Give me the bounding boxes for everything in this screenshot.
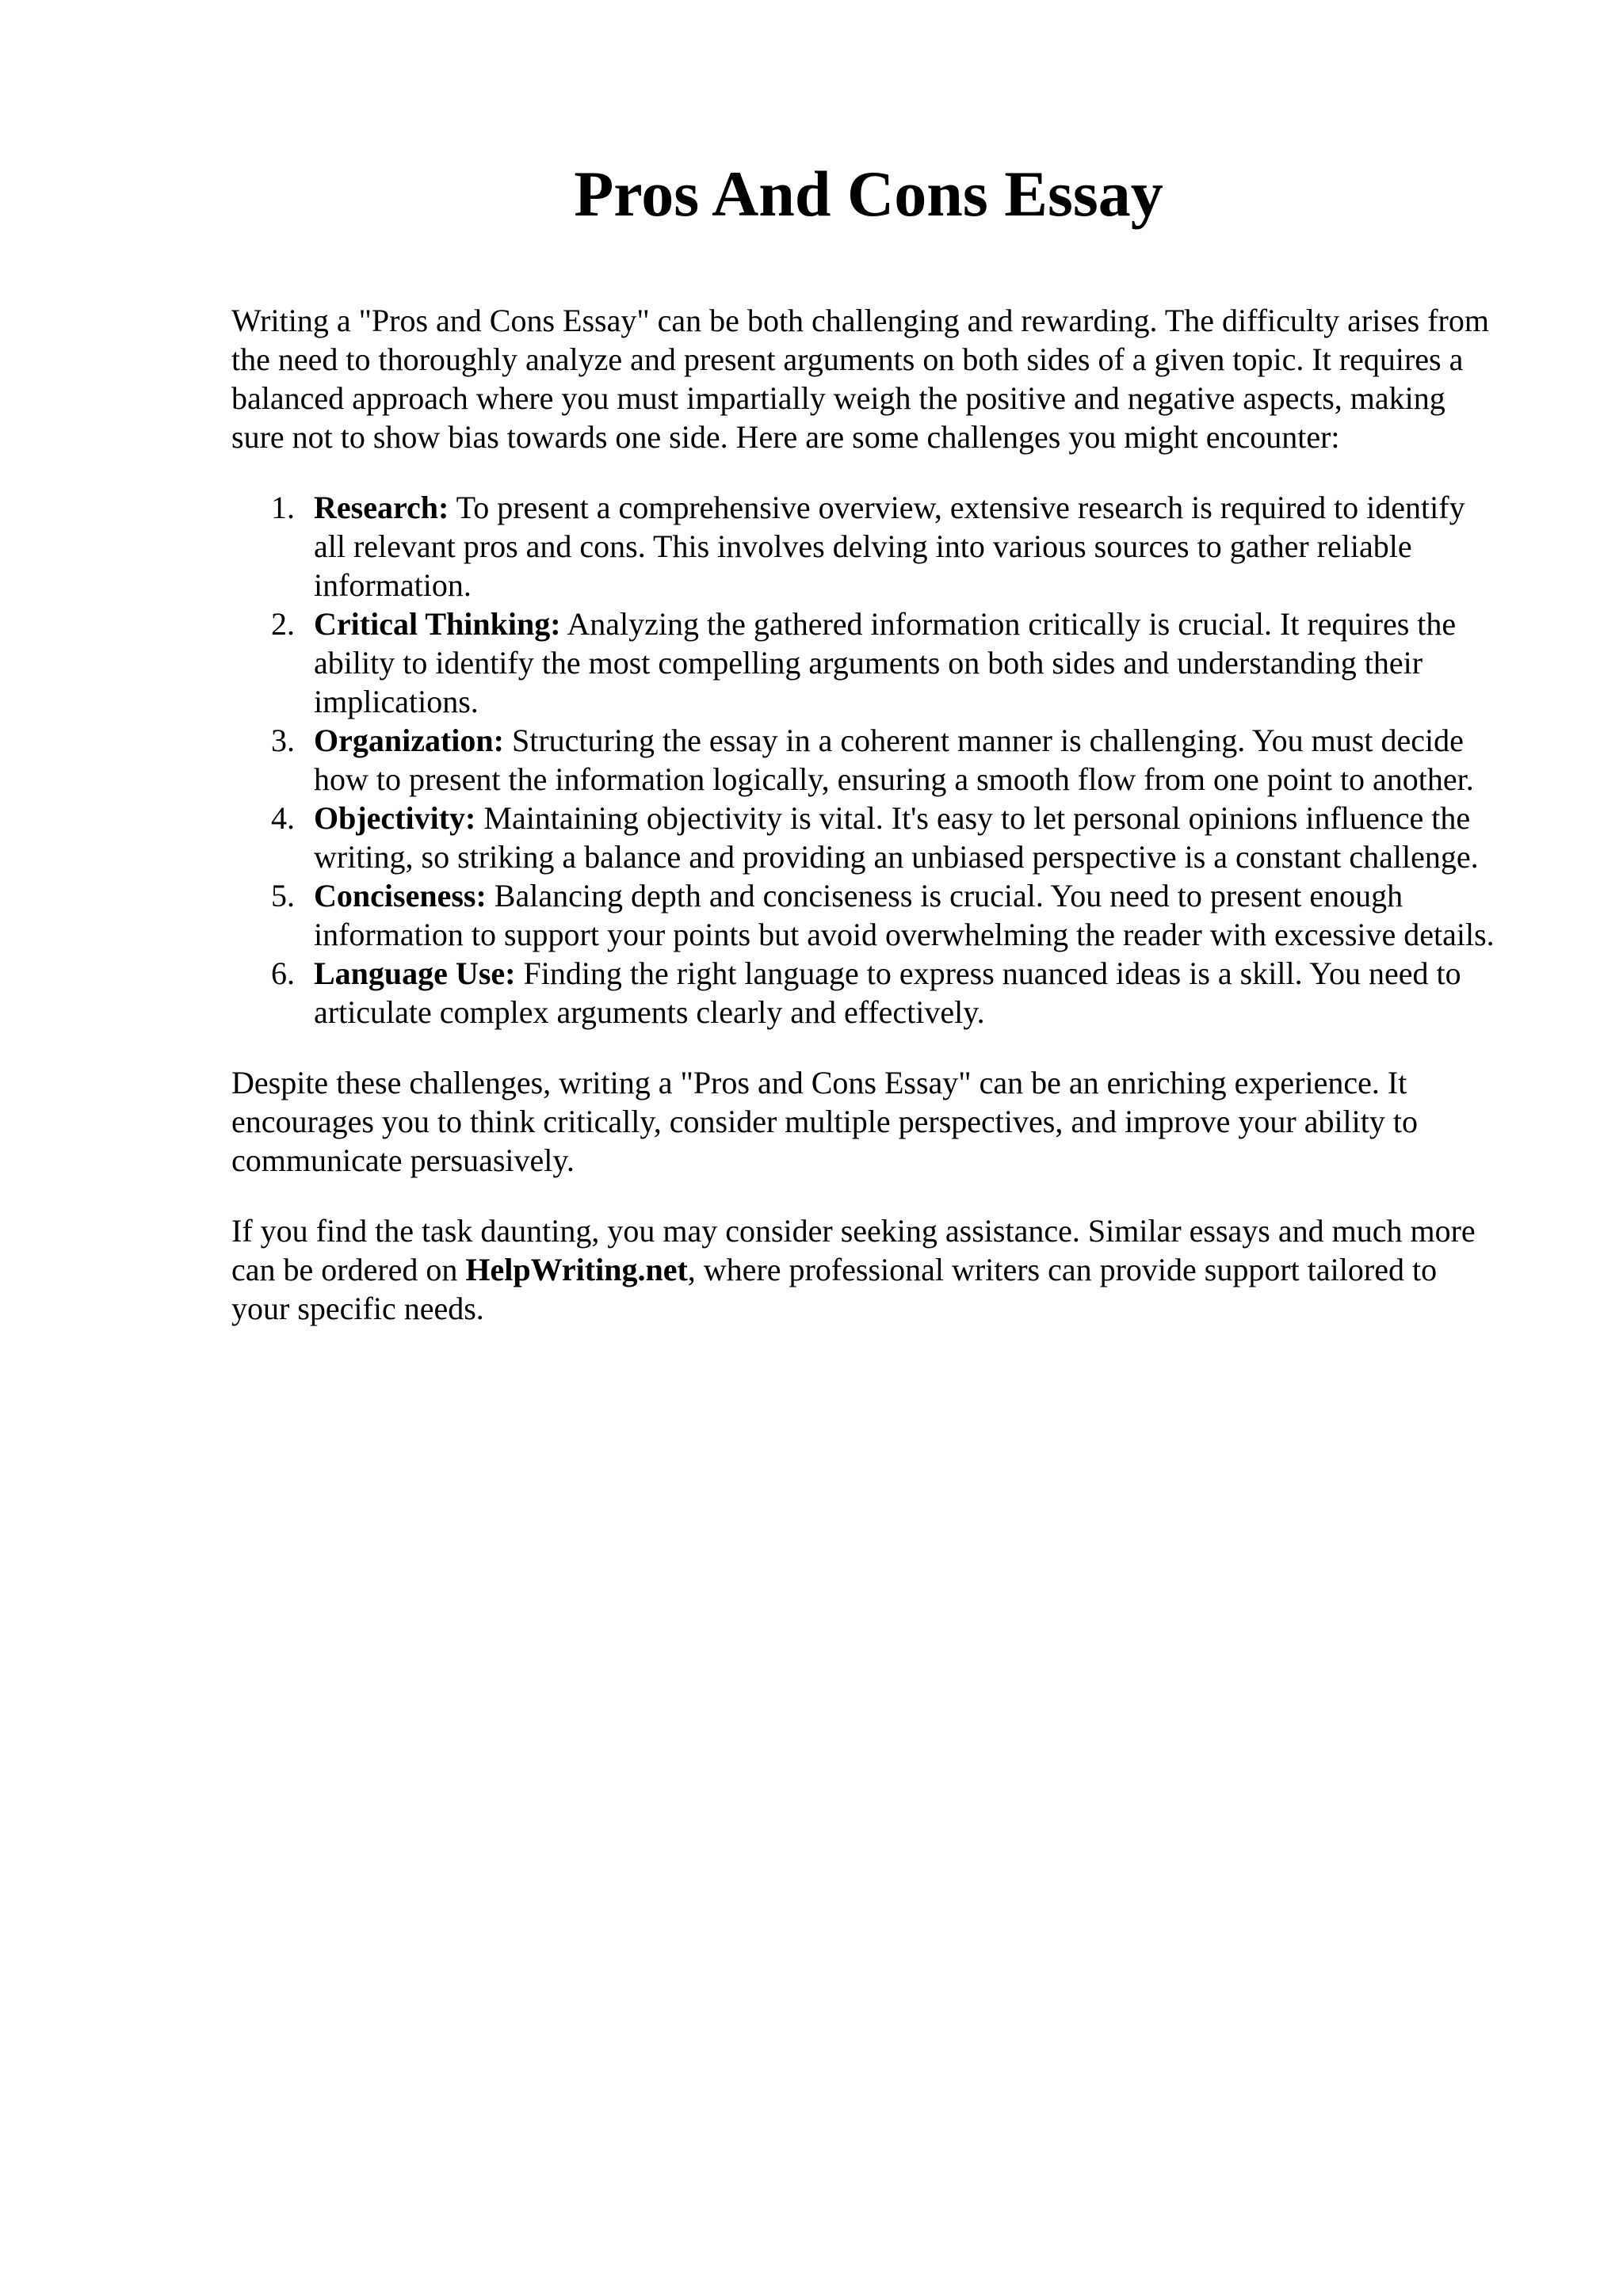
list-item (231, 799, 1499, 876)
intro-paragraph: Writing a "Pros and Cons Essay" can be both challenging and rewarding. The difficulty arises from the need to thoroughly analyze and present arguments on both sides of a given topic. It requires a balanced approach where you must impartially weigh the positive and negative aspects, making sure not to show bias towards one side. Here are some challenges you might encounter: (231, 303, 1489, 455)
challenges-list (231, 488, 1499, 1032)
list-item (231, 954, 1499, 1032)
list-item-term: Language Use: (314, 955, 516, 991)
closing-paragraph (231, 1211, 1499, 1328)
document-body (231, 301, 1499, 1328)
list-item-term: Critical Thinking: (314, 606, 561, 642)
list-item-description: Structuring the essay in a coherent manner is challenging. You must decide how to present the information logically, ensuring a smooth flow from one point to another. (314, 723, 1474, 797)
list-item-description: To present a comprehensive overview, extensive research is required to identify all relevant pros and cons. This involves delving into various sources to gather reliable information. (314, 490, 1465, 603)
list-item-text (314, 799, 1499, 876)
list-item-text (314, 605, 1499, 721)
list-number: 5. (271, 878, 295, 913)
list-item-text (314, 721, 1499, 799)
list-item-description: Analyzing the gathered information critically is crucial. It requires the ability to identify the most compelling arguments on both sides and understanding their implications. (314, 606, 1457, 719)
list-item-text (314, 488, 1499, 605)
closing-text-after: , where professional writers can provide support tailored to your specific needs. (231, 1252, 1438, 1326)
list-number: 3. (271, 723, 295, 758)
list-item (231, 605, 1499, 721)
list-number: 6. (271, 955, 295, 991)
list-item-term: Conciseness: (314, 878, 487, 913)
closing-text-before: If you find the task daunting, you may consider seeking assistance. Similar essays and much more can be ordered on (231, 1213, 1476, 1287)
list-item-term: Research: (314, 490, 449, 525)
list-item-description: Maintaining objectivity is vital. It's easy to let personal opinions influence the writing, so striking a balance and providing an unbiased perspective is a constant challenge. (314, 800, 1479, 875)
list-item-term: Organization: (314, 723, 504, 758)
list-item-text (314, 876, 1499, 954)
document-title: Pros And Cons Essay (574, 158, 1163, 230)
list-item-description: Finding the right language to express nuanced ideas is a skill. You need to articulate complex arguments clearly and effectively. (314, 955, 1461, 1030)
list-item-text (314, 954, 1499, 1032)
list-number: 4. (271, 800, 295, 836)
list-item-description: Balancing depth and conciseness is crucial. You need to present enough information to support your points but avoid overwhelming the reader with excessive details. (314, 878, 1495, 952)
list-item (231, 488, 1499, 605)
conclusion-paragraph: Despite these challenges, writing a "Pros and Cons Essay" can be an enriching experience. It encourages you to think critically, consider multiple perspectives, and improve your ability to communicate persuasively. (231, 1065, 1419, 1178)
list-number: 1. (271, 490, 295, 525)
list-item (231, 876, 1499, 954)
list-item (231, 721, 1499, 799)
list-number: 2. (271, 606, 295, 642)
helpwriting-link[interactable]: HelpWriting.net (465, 1252, 688, 1287)
list-item-term: Objectivity: (314, 800, 476, 836)
